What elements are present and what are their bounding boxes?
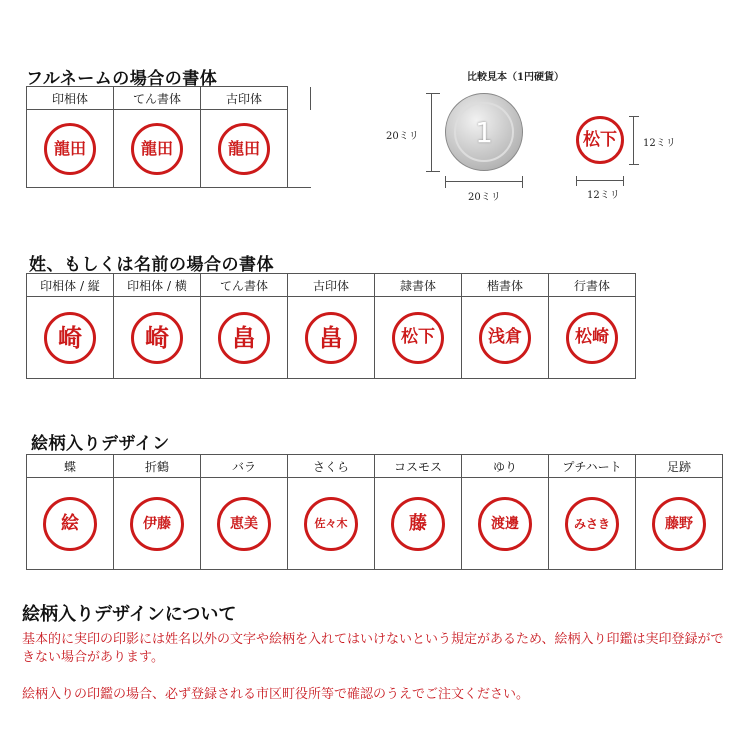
- design-stamp-cell: [201, 478, 288, 570]
- stamp-sakura: 佐々木: [304, 497, 358, 551]
- stamp-tensho: 畠: [218, 312, 270, 364]
- surname-stamp-cell: [375, 297, 462, 379]
- design-col-label: プチハート: [549, 455, 636, 478]
- sample-height-label: 12ミリ: [643, 138, 676, 149]
- stamp-lily: 渡邊: [478, 497, 532, 551]
- surname-stamp-cell: [201, 297, 288, 379]
- coin-image: [445, 93, 523, 171]
- coin-height-label: 20ミリ: [386, 131, 419, 142]
- design-stamp-cell: [27, 478, 114, 570]
- surname-col-label: 行書体: [549, 274, 636, 297]
- surname-stamp-cell: [288, 297, 375, 379]
- design-col-label: バラ: [201, 455, 288, 478]
- stamp-paw: 藤野: [652, 497, 706, 551]
- surname-section-title: 姓、もしくは名前の場合の書体: [29, 255, 274, 275]
- stamp-tensho: 龍田: [131, 123, 183, 175]
- stamp-inso: 龍田: [44, 123, 96, 175]
- fullname-stamp-cell: [114, 110, 201, 188]
- stamp-inso-vertical: 崎: [44, 312, 96, 364]
- notes-line-1: 基本的に実印の印影には姓名以外の文字や絵柄を入れてはいけないという規定があるため、絵柄入り印鑑は実印登録ができない場合があります。: [22, 632, 724, 665]
- stamp-rose: 恵美: [217, 497, 271, 551]
- design-stamp-cell: [375, 478, 462, 570]
- sample-stamp: 松下: [576, 116, 624, 164]
- surname-stamp-cell: [462, 297, 549, 379]
- surname-col-label: てん書体: [201, 274, 288, 297]
- surname-stamp-cell: [549, 297, 636, 379]
- design-font-table: [26, 454, 723, 570]
- stamp-butterfly: 絵: [43, 497, 97, 551]
- stamp-koin: 畠: [305, 312, 357, 364]
- design-stamp-cell: [288, 478, 375, 570]
- design-col-label: 足跡: [636, 455, 723, 478]
- notes-title: 絵柄入りデザインについて: [22, 604, 237, 625]
- stamp-reisho: 松下: [392, 312, 444, 364]
- stamp-gyosho: 松崎: [566, 312, 618, 364]
- stamp-inso-horizontal: 崎: [131, 312, 183, 364]
- coin-width-label: 20ミリ: [468, 192, 501, 203]
- fullname-col-label: 古印体: [201, 87, 288, 110]
- surname-stamp-cell: [27, 297, 114, 379]
- design-stamp-cell: [549, 478, 636, 570]
- design-col-label: コスモス: [375, 455, 462, 478]
- surname-font-table: [26, 273, 636, 379]
- fullname-stamp-cell: [27, 110, 114, 188]
- surname-col-label: 印相体 / 横: [114, 274, 201, 297]
- notes-line-2: 絵柄入りの印鑑の場合、必ず登録される市区町役所等で確認のうえでご注文ください。: [22, 687, 530, 702]
- surname-stamp-cell: [114, 297, 201, 379]
- stamp-koin: 龍田: [218, 123, 270, 175]
- design-stamp-cell: [636, 478, 723, 570]
- design-stamp-cell: [462, 478, 549, 570]
- design-section-title: 絵柄入りデザイン: [31, 434, 170, 454]
- design-col-label: さくら: [288, 455, 375, 478]
- fullname-stamp-cell: [201, 110, 288, 188]
- coin-numeral-icon: 1: [475, 115, 493, 149]
- design-col-label: 蝶: [27, 455, 114, 478]
- fullname-section-title: フルネームの場合の書体: [26, 69, 218, 89]
- surname-col-label: 楷書体: [462, 274, 549, 297]
- fullname-col-label: てん書体: [114, 87, 201, 110]
- stamp-heart: みさき: [565, 497, 619, 551]
- fullname-col-label: 印相体: [27, 87, 114, 110]
- stamp-cosmos: 藤: [391, 497, 445, 551]
- design-stamp-cell: [114, 478, 201, 570]
- design-col-label: ゆり: [462, 455, 549, 478]
- surname-col-label: 古印体: [288, 274, 375, 297]
- comparison-title: 比較見本（1円硬貨）: [467, 72, 564, 83]
- surname-col-label: 隷書体: [375, 274, 462, 297]
- fullname-font-table: [26, 86, 311, 188]
- sample-width-label: 12ミリ: [587, 190, 620, 201]
- stamp-crane: 伊藤: [130, 497, 184, 551]
- surname-col-label: 印相体 / 縦: [27, 274, 114, 297]
- stamp-kaisho: 浅倉: [479, 312, 531, 364]
- design-col-label: 折鶴: [114, 455, 201, 478]
